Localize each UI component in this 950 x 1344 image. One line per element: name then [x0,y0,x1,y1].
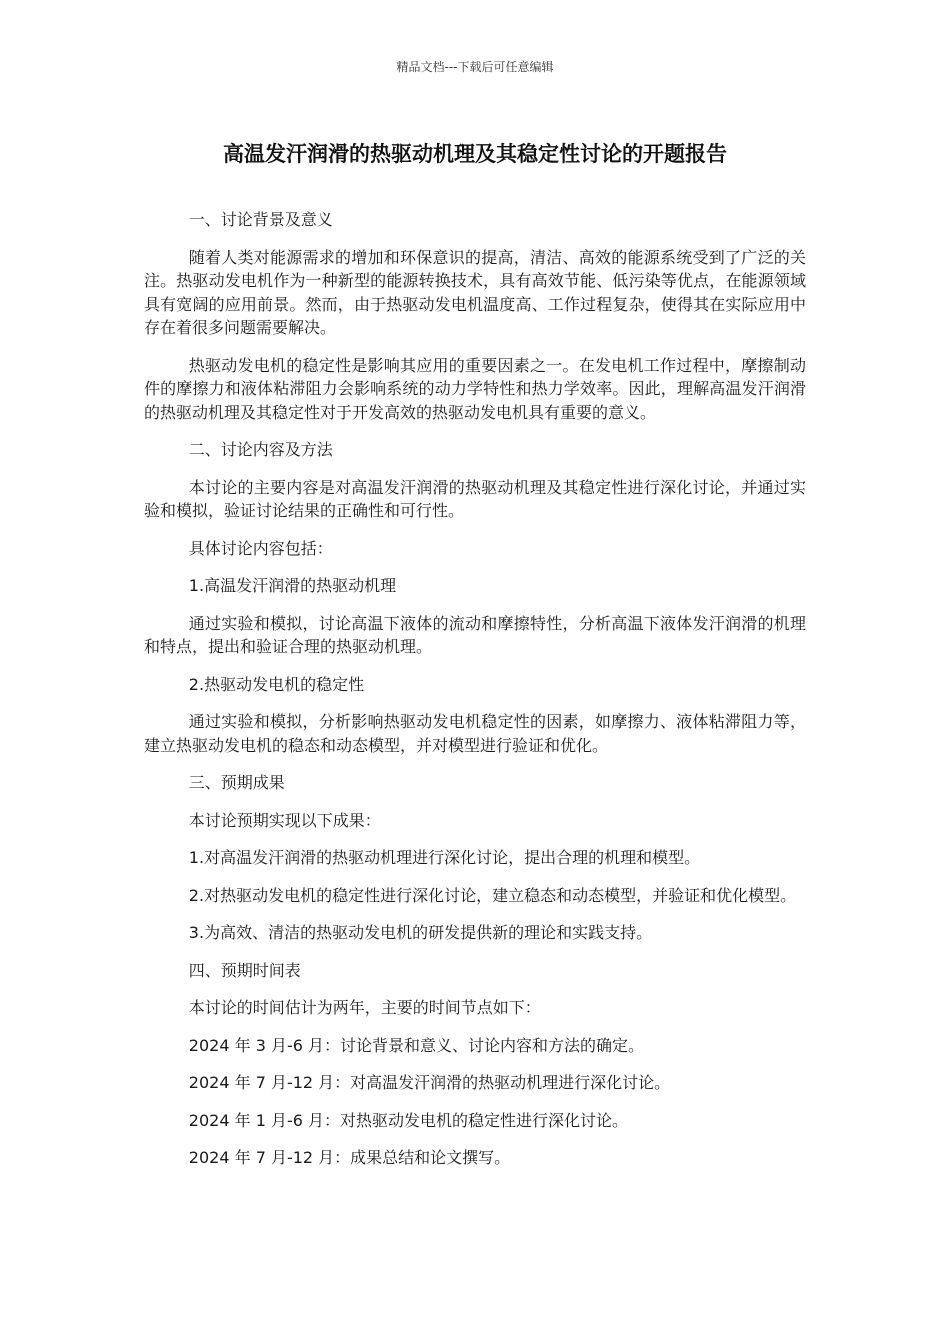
subheading-mechanism: 1.高温发汗润滑的热驱动机理 [188,576,397,595]
result-item: 3.为高效、清洁的热驱动发电机的研发提供新的理论和实践支持。 [188,923,653,942]
paragraph: 具体讨论内容包括： [188,538,333,558]
section-heading-content: 二、讨论内容及方法 [188,440,333,459]
paragraph: 本讨论的时间估计为两年，主要的时间节点如下： [188,998,541,1017]
document-title: 高温发汗润滑的热驱动机理及其稳定性讨论的开题报告 [223,142,727,166]
section-heading-results: 三、预期成果 [188,773,285,792]
subheading-stability: 2.热驱动发电机的稳定性 [188,674,365,694]
paragraph: 随着人类对能源需求的增加和环保意识的提高，清洁、高效的能源系统受到了广泛的关注。热驱动发电机作为一种新型的能源转换技术，具有高效节能、低污染等优点，在能源领域具有宽阔的应用前景。然而，由于热驱动发电机温度高、工作过程复杂，使得其在实际应用中存在着很多问题需要解决。 [144,247,806,337]
header-note: 精品文档---下载后可任意编辑 [396,60,554,74]
schedule-item: 2024 年 7 月-12 月：成果总结和论文撰写。 [188,1148,511,1167]
paragraph: 本讨论的主要内容是对高温发汗润滑的热驱动机理及其稳定性进行深化讨论，并通过实验和模拟，验证讨论结果的正确性和可行性。 [144,477,806,520]
document-body [144,208,806,1184]
schedule-item: 2024 年 3 月-6 月：讨论背景和意义、讨论内容和方法的确定。 [188,1035,644,1055]
result-item: 2.对热驱动发电机的稳定性进行深化讨论，建立稳态和动态模型，并验证和优化模型。 [188,885,797,905]
paragraph: 通过实验和模拟，分析影响热驱动发电机稳定性的因素，如摩擦力、液体粘滞阻力等，建立热驱动发电机的稳态和动态模型，并对模型进行验证和优化。 [144,712,806,755]
schedule-item: 2024 年 7 月-12 月：对高温发汗润滑的热驱动机理进行深化讨论。 [188,1073,671,1092]
paragraph: 热驱动发电机的稳定性是影响其应用的重要因素之一。在发电机工作过程中，摩擦制动件的摩擦力和液体粘滞阻力会影响系统的动力学特性和热力学效率。因此，理解高温发汗润滑的热驱动机理及其稳定性对于开发高效的热驱动发电机具有重要的意义。 [144,355,806,422]
paragraph: 通过实验和模拟，讨论高温下液体的流动和摩擦特性，分析高温下液体发汗润滑的机理和特点，提出和验证合理的热驱动机理。 [144,613,806,656]
section-heading-background: 一、讨论背景及意义 [188,210,333,229]
result-item: 1.对高温发汗润滑的热驱动机理进行深化讨论，提出合理的机理和模型。 [188,848,701,867]
paragraph: 本讨论预期实现以下成果： [188,810,381,830]
section-heading-schedule: 四、预期时间表 [188,960,301,980]
schedule-item: 2024 年 1 月-6 月：对热驱动发电机的稳定性进行深化讨论。 [188,1110,628,1130]
